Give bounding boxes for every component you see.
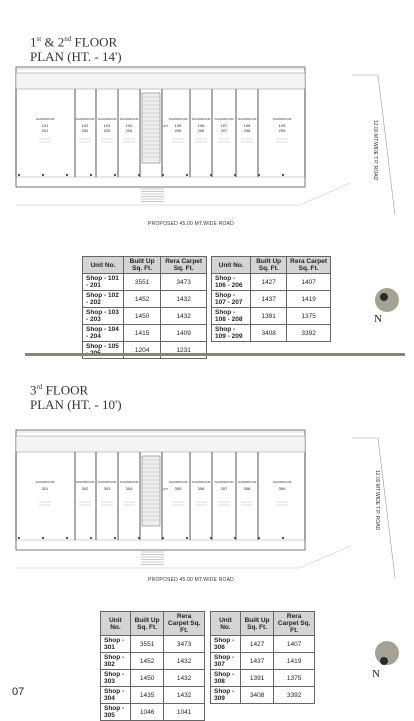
shop-number: 206 xyxy=(197,128,205,133)
shop-number: 304 xyxy=(125,486,133,491)
rera-carpet-cell: 1375 xyxy=(274,670,315,687)
rera-carpet-cell: 1432 xyxy=(164,653,205,670)
shop-number: 205 xyxy=(174,128,182,133)
shop-number: 209 xyxy=(278,128,286,133)
stair-core xyxy=(142,93,160,163)
shop-number: 207 xyxy=(220,128,228,133)
rera-carpet-cell: 1375 xyxy=(287,308,331,325)
built-up-cell: 1415 xyxy=(123,325,160,342)
built-up-cell: 1452 xyxy=(130,653,163,670)
rera-carpet-cell: 1432 xyxy=(164,670,205,687)
shop-number: 201 xyxy=(41,128,49,133)
shop-label: SHOWROOM xyxy=(75,117,95,121)
column xyxy=(138,537,140,539)
unit-no-cell: Shop - 103 - 203 xyxy=(83,308,124,325)
floor1-area-table-right xyxy=(211,256,331,342)
lift-label: LIFT xyxy=(162,124,169,128)
built-up-cell: 1204 xyxy=(123,342,160,359)
unit-no-cell: Shop - 301 xyxy=(101,636,131,653)
rera-carpet-cell: 3473 xyxy=(164,636,205,653)
shop-number: 302 xyxy=(81,486,89,491)
shop-number: 106 xyxy=(197,123,205,128)
lift-label: LIFT xyxy=(162,487,169,491)
rera-carpet-cell: 1419 xyxy=(287,291,331,308)
unit-no-cell: Shop - 306 xyxy=(211,636,241,653)
column xyxy=(114,174,116,176)
floor3-road-label: PROPOSED 45.00 MT.WIDE ROAD xyxy=(148,577,234,583)
table-header: Unit No. xyxy=(101,612,131,636)
shop-number: 208 xyxy=(243,128,251,133)
table-row xyxy=(101,704,205,721)
built-up-cell: 1435 xyxy=(130,687,163,704)
shop-number: 307 xyxy=(220,486,228,491)
floor3-title: 3rd FLOOR PLAN (HT. - 10') xyxy=(30,382,122,413)
built-up-cell: 1391 xyxy=(251,308,287,325)
shop-number: 202 xyxy=(81,128,89,133)
shop-number: 101 xyxy=(41,123,49,128)
table-header: Built Up Sq. Ft. xyxy=(240,612,273,636)
unit-no-cell: Shop - 106 - 206 xyxy=(212,274,251,291)
column xyxy=(138,174,140,176)
built-up-cell: 3551 xyxy=(130,636,163,653)
column xyxy=(66,537,68,539)
shop-number: 105 xyxy=(174,123,182,128)
table-header: Rera Carpet Sq. Ft. xyxy=(161,257,207,274)
stair-core xyxy=(142,456,160,526)
unit-no-cell: Shop - 304 xyxy=(101,687,131,704)
shop-label: SHOWROOM xyxy=(237,480,257,484)
column xyxy=(210,537,212,539)
table-row xyxy=(83,291,207,308)
shop-label: SHOWROOM xyxy=(168,480,188,484)
floor3-side-road-label: 12.00 MT.WIDE T.P. ROAD xyxy=(374,470,380,531)
table-header: Unit No. xyxy=(83,257,124,274)
rera-carpet-cell: 3392 xyxy=(287,325,331,342)
corridor xyxy=(16,436,305,452)
shop-label: SHOWROOM xyxy=(168,117,188,121)
shop-number: 108 xyxy=(243,123,251,128)
table-row xyxy=(83,325,207,342)
unit-no-cell: Shop - 108 - 208 xyxy=(212,308,251,325)
floor3-north-arrow-icon xyxy=(374,640,400,666)
floor1-side-road-label: 12.00 MT.WIDE T.P. ROAD xyxy=(372,120,378,181)
shop-label: SHOWROOM xyxy=(97,480,117,484)
shop-label: SHOWROOM xyxy=(119,117,139,121)
table-row xyxy=(101,670,205,687)
column xyxy=(162,537,164,539)
table-header: Unit No. xyxy=(211,612,241,636)
table-row xyxy=(212,274,331,291)
column xyxy=(66,174,68,176)
rera-carpet-cell: 1409 xyxy=(161,325,207,342)
built-up-cell: 1450 xyxy=(123,308,160,325)
built-up-cell: 3408 xyxy=(240,687,273,704)
corridor xyxy=(16,73,305,89)
table-row xyxy=(83,308,207,325)
shop-label: SHOWROOM xyxy=(272,117,292,121)
built-up-cell: 1450 xyxy=(130,670,163,687)
floor3-area-table-right xyxy=(210,611,315,704)
built-up-cell: 3408 xyxy=(251,325,287,342)
shop-label: SHOWROOM xyxy=(237,117,257,121)
table-row xyxy=(101,653,205,670)
rera-carpet-cell: 1419 xyxy=(274,653,315,670)
shop-label: SHOWROOM xyxy=(35,480,55,484)
shop-number: 308 xyxy=(243,486,251,491)
built-up-cell: 1427 xyxy=(251,274,287,291)
rera-carpet-cell: 3473 xyxy=(161,274,207,291)
shop-number: 305 xyxy=(174,486,182,491)
unit-no-cell: Shop - 105 xyxy=(83,342,124,359)
built-up-cell: 1437 xyxy=(240,653,273,670)
shop-number: 103 xyxy=(103,123,111,128)
table-row xyxy=(212,325,331,342)
rera-carpet-cell: 1432 xyxy=(164,687,205,704)
unit-no-cell: Shop - 303 xyxy=(101,670,131,687)
shop-label: SHOWROOM xyxy=(97,117,117,121)
column xyxy=(90,537,92,539)
floor3-area-table-left xyxy=(100,611,205,721)
column xyxy=(186,174,188,176)
floor3-north-label: N xyxy=(372,668,380,680)
built-up-cell: 1437 xyxy=(251,291,287,308)
rera-carpet-cell: 1407 xyxy=(274,636,315,653)
table-header: Rera Carpet Sq. Ft. xyxy=(287,257,331,274)
table-row xyxy=(83,274,207,291)
column xyxy=(234,174,236,176)
shop-number: 104 xyxy=(125,123,133,128)
column xyxy=(162,174,164,176)
table-row xyxy=(211,653,315,670)
column xyxy=(90,174,92,176)
shop-label: SHOWROOM xyxy=(191,117,211,121)
table-row xyxy=(211,670,315,687)
rera-carpet-cell: 1432 xyxy=(161,308,207,325)
rera-carpet-cell: 1041 xyxy=(164,704,205,721)
column xyxy=(258,174,260,176)
unit-no-cell: Shop - 107 - 207 xyxy=(212,291,251,308)
column xyxy=(18,537,20,539)
built-up-cell: 1427 xyxy=(240,636,273,653)
built-up-cell: 3551 xyxy=(123,274,160,291)
column xyxy=(42,537,44,539)
shop-number: 203 xyxy=(103,128,111,133)
floor1-road-label: PROPOSED 45.00 MT.WIDE ROAD xyxy=(148,221,234,227)
shop-label: SHOWROOM xyxy=(119,480,139,484)
shop-label: SHOWROOM xyxy=(214,480,234,484)
column xyxy=(282,174,284,176)
table-header: Built Up Sq. Ft. xyxy=(251,257,287,274)
shop-label: SHOWROOM xyxy=(214,117,234,121)
shop-number: 301 xyxy=(41,486,49,491)
shop-number: 102 xyxy=(81,123,89,128)
shop-number: 107 xyxy=(220,123,228,128)
unit-no-cell: Shop - 305 xyxy=(101,704,131,721)
rera-carpet-cell: 1231 xyxy=(161,342,207,359)
table-row xyxy=(211,687,315,704)
section-divider xyxy=(25,353,405,356)
floor1-north-arrow-icon xyxy=(374,287,400,313)
column xyxy=(234,537,236,539)
rera-carpet-cell: 3392 xyxy=(274,687,315,704)
shop-label: SHOWROOM xyxy=(272,480,292,484)
column xyxy=(18,174,20,176)
unit-no-cell: Shop - 102 - 202 xyxy=(83,291,124,308)
unit-no-cell: Shop - 302 xyxy=(101,653,131,670)
column xyxy=(210,174,212,176)
table-row xyxy=(101,636,205,653)
column xyxy=(258,537,260,539)
shop-number: 306 xyxy=(197,486,205,491)
unit-no-cell: Shop - 104 - 204 xyxy=(83,325,124,342)
shop-label: SHOWROOM xyxy=(35,117,55,121)
table-row xyxy=(212,291,331,308)
table-row xyxy=(101,687,205,704)
shop-label: SHOWROOM xyxy=(191,480,211,484)
table-row xyxy=(212,308,331,325)
floor1-area-table-left xyxy=(82,256,207,359)
unit-no-cell: Shop - 307 xyxy=(211,653,241,670)
column xyxy=(42,174,44,176)
floor1-plan xyxy=(0,55,414,245)
shop-label: SHOWROOM xyxy=(75,480,95,484)
built-up-cell: 1391 xyxy=(240,670,273,687)
table-row xyxy=(211,636,315,653)
built-up-cell: 1046 xyxy=(130,704,163,721)
table-header: Built Up Sq. Ft. xyxy=(123,257,160,274)
column xyxy=(186,537,188,539)
shop-number: 309 xyxy=(278,486,286,491)
shop-number: 109 xyxy=(278,123,286,128)
rera-carpet-cell: 1407 xyxy=(287,274,331,291)
table-header: Built Up Sq. Ft. xyxy=(130,612,163,636)
column xyxy=(114,537,116,539)
shop-number: 204 xyxy=(125,128,133,133)
floor1-north-label: N xyxy=(374,313,382,325)
column xyxy=(282,537,284,539)
unit-no-cell: Shop - 308 xyxy=(211,670,241,687)
unit-no-cell: Shop - 109 - 209 xyxy=(212,325,251,342)
unit-no-cell: Shop - 309 xyxy=(211,687,241,704)
page-number: 07 xyxy=(12,686,25,698)
shop-number: 303 xyxy=(103,486,111,491)
table-header: Rera Carpet Sq. Ft. xyxy=(164,612,205,636)
table-header: Rera Carpet Sq. Ft. xyxy=(274,612,315,636)
table-header: Unit No. xyxy=(212,257,251,274)
floor1-title: 1st & 2nd FLOOR PLAN (HT. - 14') xyxy=(30,34,122,65)
built-up-cell: 1452 xyxy=(123,291,160,308)
rera-carpet-cell: 1432 xyxy=(161,291,207,308)
unit-no-cell: Shop - 101 - 201 xyxy=(83,274,124,291)
